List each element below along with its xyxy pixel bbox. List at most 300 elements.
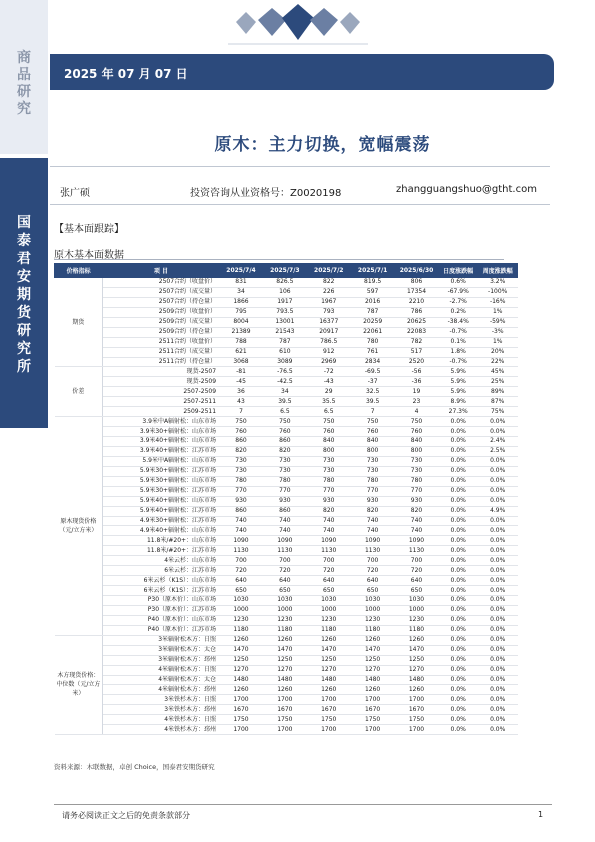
table-cell: 21543 <box>263 327 307 337</box>
row-item-label: 4.9米30+辐射松：江苏市场 <box>103 516 219 526</box>
table-cell: 761 <box>351 347 395 357</box>
table-cell: 0.0% <box>438 605 477 615</box>
table-cell: 5.9% <box>438 377 477 387</box>
table-cell: 0.0% <box>438 526 477 536</box>
table-cell: 0.0% <box>438 516 477 526</box>
table-cell: 1230 <box>307 615 351 625</box>
table-cell: 1180 <box>263 625 307 635</box>
author-email: zhangguangshuo@gtht.com <box>396 184 537 195</box>
report-title: 原木：主力切换，宽幅震荡 <box>214 135 431 155</box>
table-cell: 1670 <box>395 705 439 715</box>
table-cell: 800 <box>307 446 351 456</box>
header-cell: 2025/7/2 <box>307 264 351 278</box>
table-row <box>55 536 518 546</box>
table-row <box>55 446 518 456</box>
row-item-label: P30（原木价）：江苏市场 <box>103 605 219 615</box>
table-cell: 0.0% <box>478 705 518 715</box>
table-cell: 1260 <box>307 635 351 645</box>
table-cell: 0.0% <box>478 496 518 506</box>
table-cell: 930 <box>351 496 395 506</box>
table-cell: 840 <box>395 437 439 447</box>
table-cell: -16% <box>478 297 518 307</box>
table-cell: 39.5 <box>351 397 395 407</box>
table-cell: 700 <box>219 556 263 566</box>
logo-icon <box>228 4 368 46</box>
table-cell: 1967 <box>307 297 351 307</box>
table-cell: 1260 <box>351 635 395 645</box>
table-cell: 0.2% <box>438 307 477 317</box>
table-row <box>55 516 518 526</box>
table-cell: 1250 <box>395 655 439 665</box>
table-cell: 1030 <box>219 596 263 606</box>
table-cell: 0.0% <box>478 516 518 526</box>
row-item-label: 6米云杉（K1S）：山东市场 <box>103 576 219 586</box>
table-cell: 0.0% <box>478 476 518 486</box>
table-cell: 1130 <box>219 546 263 556</box>
row-item-label: 3米辐射松木方：日照 <box>103 635 219 645</box>
table-cell: 13001 <box>263 317 307 327</box>
table-cell: 640 <box>263 576 307 586</box>
table-cell: 1670 <box>307 705 351 715</box>
row-item-label: 2509合约（成交量） <box>103 317 219 327</box>
table-cell: 831 <box>219 278 263 288</box>
table-cell: 23 <box>395 397 439 407</box>
table-cell: 840 <box>351 437 395 447</box>
table-cell: 786.5 <box>307 337 351 347</box>
table-cell: 0.0% <box>478 645 518 655</box>
table-cell: -56 <box>395 367 439 377</box>
table-cell: 39.5 <box>263 397 307 407</box>
table-cell: 36 <box>219 387 263 397</box>
table-cell: 0.0% <box>438 556 477 566</box>
table-cell: 780 <box>351 476 395 486</box>
table-cell: 20625 <box>395 317 439 327</box>
table-cell: 0.0% <box>478 536 518 546</box>
table-cell: 1030 <box>395 596 439 606</box>
table-cell: 1470 <box>395 645 439 655</box>
table-cell: 780 <box>307 476 351 486</box>
table-header-row <box>55 264 518 278</box>
table-cell: 0.0% <box>478 427 518 437</box>
table-cell: 780 <box>219 476 263 486</box>
table-cell: 106 <box>263 287 307 297</box>
table-cell: 35.5 <box>307 397 351 407</box>
table-cell: -100% <box>478 287 518 297</box>
table-cell: 0.0% <box>478 725 518 735</box>
table-row <box>55 665 518 675</box>
table-row <box>55 506 518 516</box>
divider <box>50 204 550 205</box>
row-item-label: P40（原木价）：江苏市场 <box>103 625 219 635</box>
group-label: 期货 <box>55 278 103 367</box>
table-body <box>55 278 518 735</box>
table-row <box>55 645 518 655</box>
table-cell: 20917 <box>307 327 351 337</box>
table-cell: 1% <box>478 337 518 347</box>
row-item-label: 2507-2509 <box>103 387 219 397</box>
table-cell: 860 <box>219 437 263 447</box>
table-row <box>55 367 518 377</box>
table-row <box>55 427 518 437</box>
table-cell: 1270 <box>351 665 395 675</box>
table-cell: 700 <box>263 556 307 566</box>
header-cell: 2025/7/3 <box>263 264 307 278</box>
table-cell: 1470 <box>263 645 307 655</box>
table-cell: 0.0% <box>438 685 477 695</box>
table-cell: 0.0% <box>478 675 518 685</box>
table-cell: 780 <box>351 337 395 347</box>
table-cell: 1030 <box>351 596 395 606</box>
table-cell: 1750 <box>351 715 395 725</box>
table-cell: -67.9% <box>438 287 477 297</box>
table-cell: 1260 <box>263 635 307 645</box>
table-row <box>55 725 518 735</box>
certification-number: 投资咨询从业资格号：Z0020198 <box>190 188 342 199</box>
table-cell: 793 <box>307 307 351 317</box>
fundamentals-table <box>54 263 518 735</box>
table-cell: 2834 <box>351 357 395 367</box>
table-cell: 2016 <box>351 297 395 307</box>
table-cell: 730 <box>351 466 395 476</box>
table-cell: 1270 <box>219 665 263 675</box>
table-cell: 1260 <box>219 635 263 645</box>
table-cell: 517 <box>395 347 439 357</box>
table-cell: 1250 <box>219 655 263 665</box>
table-cell: 1260 <box>351 685 395 695</box>
table-cell: 25% <box>478 377 518 387</box>
table-cell: -2.7% <box>438 297 477 307</box>
table-cell: 1250 <box>263 655 307 665</box>
table-row <box>55 476 518 486</box>
table-cell: 750 <box>307 417 351 427</box>
table-cell: 1% <box>478 307 518 317</box>
table-cell: 1090 <box>307 536 351 546</box>
table-cell: 1130 <box>263 546 307 556</box>
table-cell: -0.7% <box>438 327 477 337</box>
table-cell: 1260 <box>263 685 307 695</box>
table-cell: 806 <box>395 278 439 288</box>
table-row <box>55 625 518 635</box>
table-cell: 930 <box>395 496 439 506</box>
table-cell: 0.0% <box>438 715 477 725</box>
table-cell: 0.0% <box>438 586 477 596</box>
table-cell: 760 <box>351 427 395 437</box>
table-cell: 2969 <box>307 357 351 367</box>
table-cell: 1000 <box>263 605 307 615</box>
table-cell: 740 <box>351 516 395 526</box>
table-cell: 730 <box>307 456 351 466</box>
table-cell: 650 <box>395 586 439 596</box>
table-cell: 770 <box>395 486 439 496</box>
table-cell: 0.0% <box>438 705 477 715</box>
table-cell: 5.9% <box>438 367 477 377</box>
table-cell: 1270 <box>395 665 439 675</box>
table-cell: 87% <box>478 397 518 407</box>
table-row <box>55 337 518 347</box>
author-name: 张广硕 <box>60 188 90 199</box>
table-cell: 6.5 <box>263 407 307 417</box>
table-cell: 17354 <box>395 287 439 297</box>
table-row <box>55 456 518 466</box>
table-cell: 1700 <box>395 695 439 705</box>
table-row <box>55 685 518 695</box>
table-cell: 0.0% <box>478 556 518 566</box>
table-cell: 0.0% <box>478 625 518 635</box>
table-cell: -45 <box>219 377 263 387</box>
report-date: 2025 年 07 月 07 日 <box>64 67 188 81</box>
table-cell: 740 <box>307 526 351 536</box>
page-number: 1 <box>538 810 544 819</box>
table-cell: 1180 <box>219 625 263 635</box>
table-cell: 770 <box>351 486 395 496</box>
divider <box>50 166 550 167</box>
table-cell: 2210 <box>395 297 439 307</box>
table-cell: 1470 <box>351 645 395 655</box>
table-cell: 1480 <box>219 675 263 685</box>
table-cell: 1230 <box>219 615 263 625</box>
row-item-label: 2509合约（收盘价） <box>103 307 219 317</box>
row-item-label: 2507合约（收盘价） <box>103 278 219 288</box>
table-cell: 740 <box>307 516 351 526</box>
table-cell: 0.0% <box>478 685 518 695</box>
table-cell: 1470 <box>307 645 351 655</box>
table-cell: 770 <box>307 486 351 496</box>
table-cell: 700 <box>351 556 395 566</box>
table-cell: 0.0% <box>438 546 477 556</box>
table-cell: 1230 <box>351 615 395 625</box>
table-cell: 750 <box>395 417 439 427</box>
table-cell: 2.4% <box>478 437 518 447</box>
table-cell: 27.3% <box>438 407 477 417</box>
table-cell: 0.0% <box>478 576 518 586</box>
table-cell: 730 <box>263 466 307 476</box>
table-cell: 1700 <box>395 725 439 735</box>
table-cell: 740 <box>219 526 263 536</box>
table-cell: 820 <box>307 506 351 516</box>
row-item-label: 2507合约（持仓量） <box>103 297 219 307</box>
table-cell: 740 <box>395 526 439 536</box>
table-row <box>55 566 518 576</box>
table-row <box>55 576 518 586</box>
row-item-label: 3米辐射松木方：太仓 <box>103 645 219 655</box>
table-cell: 20% <box>478 347 518 357</box>
table-cell: -69.5 <box>351 367 395 377</box>
table-cell: 0.0% <box>478 526 518 536</box>
row-item-label: 5.9米30+辐射松：江苏市场 <box>103 466 219 476</box>
row-item-label: 5.9米40+辐射松：江苏市场 <box>103 506 219 516</box>
table-cell: 730 <box>219 466 263 476</box>
table-cell: 22083 <box>395 327 439 337</box>
table-cell: 1180 <box>351 625 395 635</box>
table-cell: 740 <box>263 516 307 526</box>
table-row <box>55 655 518 665</box>
row-item-label: 5.9米30+辐射松：山东市场 <box>103 476 219 486</box>
table-row <box>55 387 518 397</box>
row-item-label: 3.9米40+辐射松：山东市场 <box>103 437 219 447</box>
table-cell: 0.0% <box>438 695 477 705</box>
table-cell: 5.9% <box>438 387 477 397</box>
table-cell: 4.9% <box>478 506 518 516</box>
table-cell: 0.0% <box>478 456 518 466</box>
table-cell: 0.0% <box>478 635 518 645</box>
table-cell: 0.0% <box>478 665 518 675</box>
table-cell: 650 <box>219 586 263 596</box>
table-cell: 1700 <box>263 695 307 705</box>
row-item-label: P30（原木价）：山东市场 <box>103 596 219 606</box>
table-cell: 780 <box>263 476 307 486</box>
row-item-label: 2511合约（收盘价） <box>103 337 219 347</box>
table-cell: 750 <box>351 417 395 427</box>
table-cell: 820 <box>263 446 307 456</box>
table-cell: 8004 <box>219 317 263 327</box>
table-cell: -72 <box>307 367 351 377</box>
row-item-label: 5.9米中A辐射松：山东市场 <box>103 456 219 466</box>
table-row <box>55 417 518 427</box>
table-cell: 800 <box>395 446 439 456</box>
table-cell: 34 <box>219 287 263 297</box>
table-cell: 0.0% <box>438 427 477 437</box>
table-cell: 7 <box>219 407 263 417</box>
table-cell: 0.0% <box>438 446 477 456</box>
table-cell: 1480 <box>263 675 307 685</box>
table-cell: 1090 <box>263 536 307 546</box>
row-item-label: 3.9米中A辐射松：山东市场 <box>103 417 219 427</box>
table-cell: 730 <box>307 466 351 476</box>
row-item-label: 6米云杉：江苏市场 <box>103 566 219 576</box>
table-cell: 6.5 <box>307 407 351 417</box>
row-item-label: 2511合约（成交量） <box>103 347 219 357</box>
row-item-label: 6米云杉（K1S）：江苏市场 <box>103 586 219 596</box>
table-cell: 730 <box>263 456 307 466</box>
table-cell: 780 <box>395 476 439 486</box>
table-cell: 760 <box>307 427 351 437</box>
table-cell: 0.0% <box>438 437 477 447</box>
row-item-label: 2507合约（成交量） <box>103 287 219 297</box>
table-cell: 0.0% <box>478 655 518 665</box>
table-cell: 820 <box>351 506 395 516</box>
table-cell: 930 <box>307 496 351 506</box>
table-cell: 1670 <box>219 705 263 715</box>
table-cell: 45% <box>478 367 518 377</box>
table-cell: 1090 <box>219 536 263 546</box>
table-row <box>55 526 518 536</box>
table-cell: 1700 <box>219 725 263 735</box>
table-cell: 3068 <box>219 357 263 367</box>
table-cell: 640 <box>351 576 395 586</box>
row-item-label: 4米辐射松木方：太仓 <box>103 675 219 685</box>
table-cell: 75% <box>478 407 518 417</box>
table-cell: -43 <box>307 377 351 387</box>
row-item-label: 3米辐射松木方：邳州 <box>103 655 219 665</box>
table-row <box>55 357 518 367</box>
table-cell: 730 <box>395 466 439 476</box>
table-cell: 730 <box>395 456 439 466</box>
table-cell: 782 <box>395 337 439 347</box>
table-cell: 16377 <box>307 317 351 327</box>
table-cell: -76.5 <box>263 367 307 377</box>
table-row <box>55 496 518 506</box>
table-cell: 597 <box>351 287 395 297</box>
table-cell: -38.4% <box>438 317 477 327</box>
row-item-label: P40（原木价）：山东市场 <box>103 615 219 625</box>
table-cell: 1090 <box>395 536 439 546</box>
table-cell: 2520 <box>395 357 439 367</box>
table-row <box>55 486 518 496</box>
table-cell: 1130 <box>395 546 439 556</box>
table-cell: 860 <box>219 506 263 516</box>
table-cell: 0.0% <box>438 566 477 576</box>
table-cell: 1030 <box>263 596 307 606</box>
table-row <box>55 287 518 297</box>
table-row <box>55 715 518 725</box>
table-cell: 760 <box>219 427 263 437</box>
table-cell: 1700 <box>307 695 351 705</box>
table-cell: 640 <box>219 576 263 586</box>
table-row <box>55 297 518 307</box>
table-row <box>55 695 518 705</box>
table-cell: 3.2% <box>478 278 518 288</box>
table-cell: 0.0% <box>438 466 477 476</box>
table-cell: 1480 <box>307 675 351 685</box>
table-caption: 原木基本面数据 <box>54 250 124 261</box>
table-cell: 32.5 <box>351 387 395 397</box>
table-cell: -3% <box>478 327 518 337</box>
table-cell: 750 <box>219 417 263 427</box>
table-cell: 788 <box>219 337 263 347</box>
table-cell: 1750 <box>307 715 351 725</box>
table-cell: 0.0% <box>478 596 518 606</box>
table-cell: 700 <box>307 556 351 566</box>
table-cell: 0.0% <box>438 725 477 735</box>
row-item-label: 11.8米/#20+：江苏市场 <box>103 546 219 556</box>
table-cell: 0.0% <box>478 586 518 596</box>
group-label: 价差 <box>55 367 103 417</box>
date-banner <box>50 54 554 90</box>
table-cell: 0.0% <box>478 486 518 496</box>
table-cell: 1130 <box>351 546 395 556</box>
table-cell: 8.9% <box>438 397 477 407</box>
table-cell: 0.0% <box>478 546 518 556</box>
table-cell: 0.0% <box>478 566 518 576</box>
table-cell: 1750 <box>395 715 439 725</box>
table-cell: 610 <box>263 347 307 357</box>
table-cell: 740 <box>263 526 307 536</box>
table-cell: 1700 <box>351 695 395 705</box>
table-row <box>55 596 518 606</box>
table-cell: 0.0% <box>438 665 477 675</box>
row-item-label: 4米辐射松木方：日照 <box>103 665 219 675</box>
data-source-note: 资料来源：木联数据，卓创 Choice，国泰君安期货研究 <box>54 763 215 771</box>
header-cell: 日度涨跌幅 <box>438 264 477 278</box>
table-cell: 1260 <box>395 635 439 645</box>
table-row <box>55 635 518 645</box>
table-cell: 930 <box>263 496 307 506</box>
table-cell: 795 <box>219 307 263 317</box>
table-cell: 793.5 <box>263 307 307 317</box>
table-cell: 1670 <box>351 705 395 715</box>
table-row <box>55 605 518 615</box>
row-item-label: 现货-2509 <box>103 377 219 387</box>
group-label: 木方现货价格：中位数（元/立方米） <box>55 635 103 734</box>
disclaimer-text: 请务必阅读正文之后的免责条款部分 <box>62 811 190 820</box>
table-cell: 787 <box>263 337 307 347</box>
table-row <box>55 437 518 447</box>
table-cell: 819.5 <box>351 278 395 288</box>
table-row <box>55 407 518 417</box>
table-cell: 7 <box>351 407 395 417</box>
sidebar-category-label: 商品研究 <box>17 50 31 117</box>
table-cell: 1260 <box>219 685 263 695</box>
